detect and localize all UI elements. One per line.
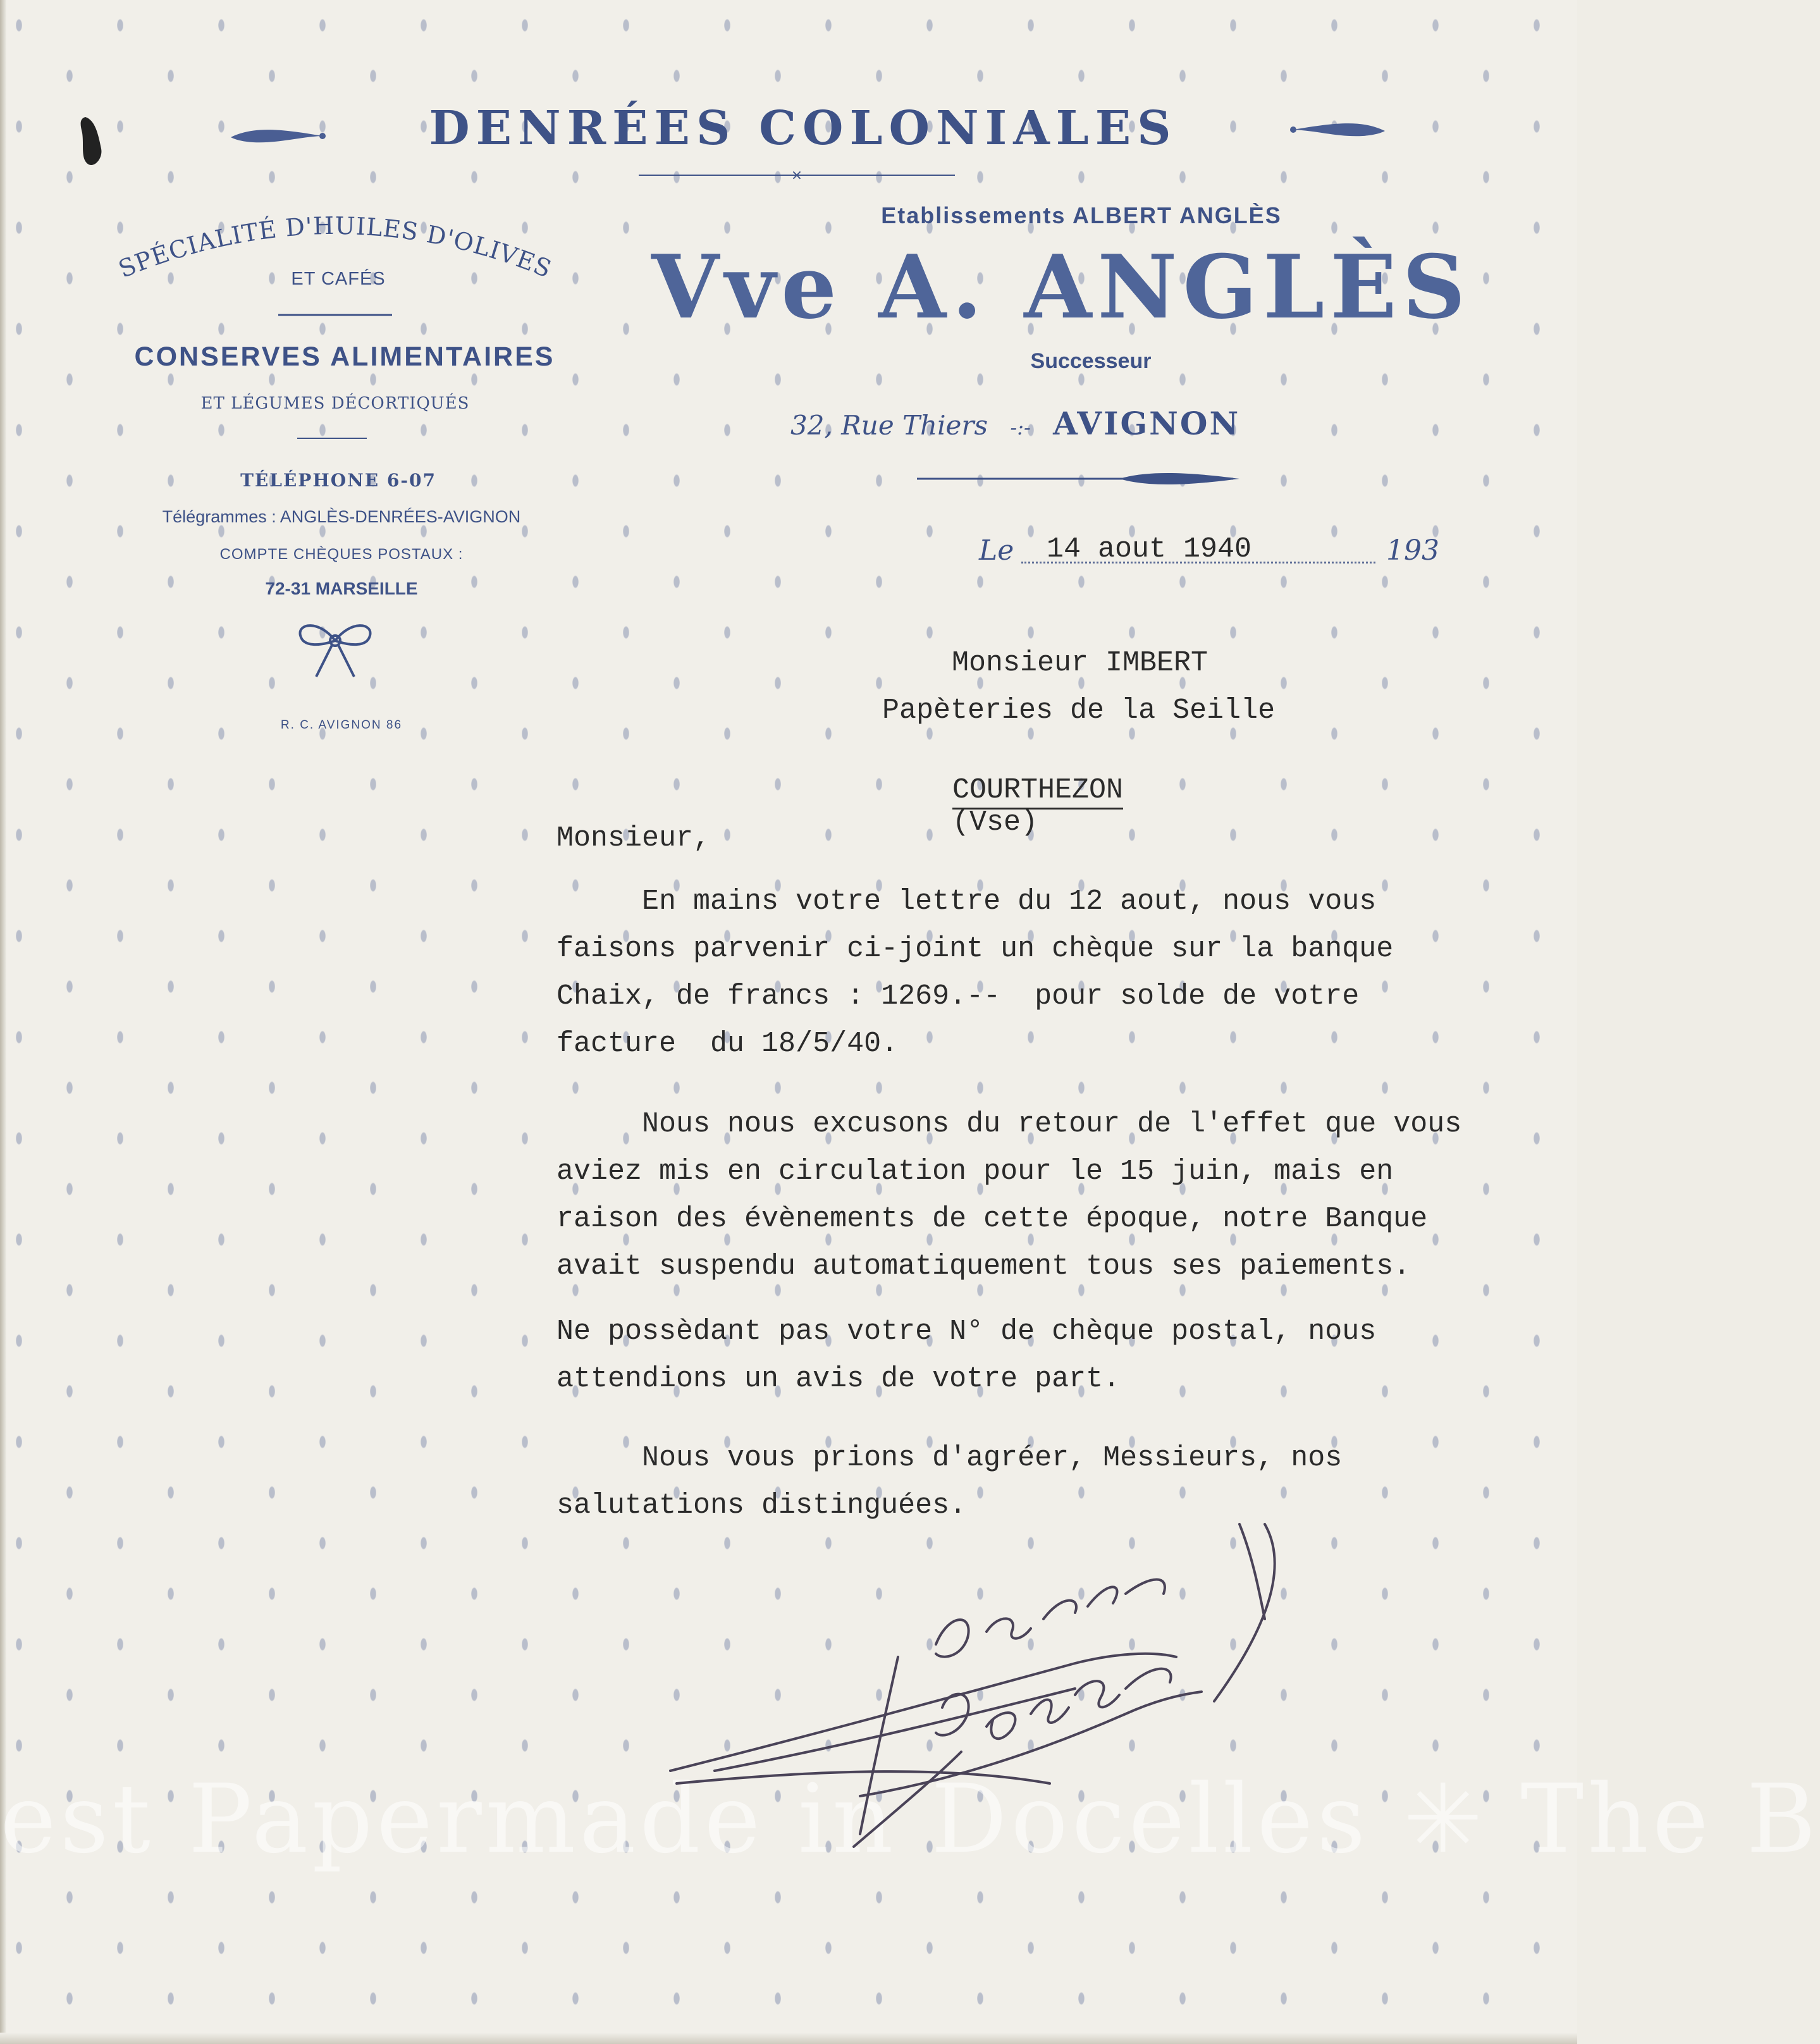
conserves-heading: CONSERVES ALIMENTAIRES [134, 342, 555, 372]
salutation: Monsieur, [556, 822, 711, 854]
trade-register: R. C. AVIGNON 86 [280, 718, 403, 732]
establishments-line: Etablissements ALBERT ANGLÈS [881, 202, 1282, 228]
recipient-department: (Vse) [952, 806, 1038, 839]
street: 32, Rue Thiers [790, 410, 988, 441]
specialty-cafes: ET CAFÉS [291, 269, 386, 289]
body-line: facture du 18/5/40. [556, 1028, 899, 1060]
body-line: avait suspendu automatiquement tous ses paiements. [556, 1250, 1411, 1283]
paper-edge-bottom [0, 2033, 1577, 2044]
body-line: raison des évènements de cette époque, notre Banque [556, 1203, 1428, 1235]
date-year-stub: 193 [1386, 534, 1439, 567]
body-line: Nous vous prions d'agréer, Messieurs, nos [556, 1442, 1343, 1474]
telegrams: Télégrammes : ANGLÈS-DENRÉES-AVIGNON [162, 507, 521, 526]
recipient-address [918, 742, 1123, 839]
postal-account-number: 72-31 MARSEILLE [265, 579, 418, 598]
paper-watermark: est Papermade in Docelles ✳ The B [0, 1764, 1820, 1875]
address-separator: -:- [1010, 416, 1031, 440]
svg-text:×: × [790, 168, 803, 183]
date-prefix: Le [979, 534, 1014, 567]
address-underline-ornament [917, 471, 1246, 486]
bow-ribbon-icon [294, 617, 376, 680]
svg-text:SPÉCIALITÉ D'HUILES D'OLIVES: SPÉCIALITÉ D'HUILES D'OLIVES [114, 211, 556, 283]
body-line: En mains votre lettre du 12 aout, nous vous [556, 885, 1377, 918]
company-name: Vve A. ANGLÈS [651, 235, 1472, 338]
recipient-name: Monsieur IMBERT [952, 647, 1208, 679]
paper-edge-left [0, 0, 6, 2044]
legumes-divider [297, 435, 367, 441]
body-line: aviez mis en circulation pour le 15 juin, mais en [556, 1155, 1394, 1188]
title-underline-ornament [639, 166, 955, 185]
right-leaf-ornament [1287, 117, 1388, 142]
telephone: TÉLÉPHONE 6-07 [240, 470, 436, 491]
body-line: salutations distinguées. [556, 1489, 967, 1522]
postal-account-label: COMPTE CHÈQUES POSTAUX : [219, 546, 464, 563]
specialty-divider [278, 311, 392, 319]
left-leaf-ornament [228, 123, 329, 149]
ink-stain-mark [73, 114, 111, 171]
recipient-city: COURTHEZON [952, 774, 1123, 810]
legumes-line: ET LÉGUMES DÉCORTIQUÉS [200, 394, 470, 413]
recipient-company: Papèteries de la Seille [882, 694, 1276, 727]
body-line: attendions un avis de votre part. [556, 1363, 1121, 1395]
handwritten-signature [670, 1505, 1334, 1897]
body-line: Ne possèdant pas votre N° de chèque postal, nous [556, 1315, 1377, 1348]
letter-date: 14 aout 1940 [1047, 533, 1252, 565]
letterhead-title: DENRÉES COLONIALES [429, 101, 1177, 156]
successor-label: Successeur [1030, 349, 1152, 373]
company-address [790, 405, 1423, 442]
body-line: faisons parvenir ci-joint un chèque sur la banque [556, 933, 1394, 965]
city: AVIGNON [1053, 405, 1241, 442]
body-line: Nous nous excusons du retour de l'effet que vous [556, 1108, 1462, 1140]
body-line: Chaix, de francs : 1269.-- pour solde de votre [556, 980, 1360, 1013]
